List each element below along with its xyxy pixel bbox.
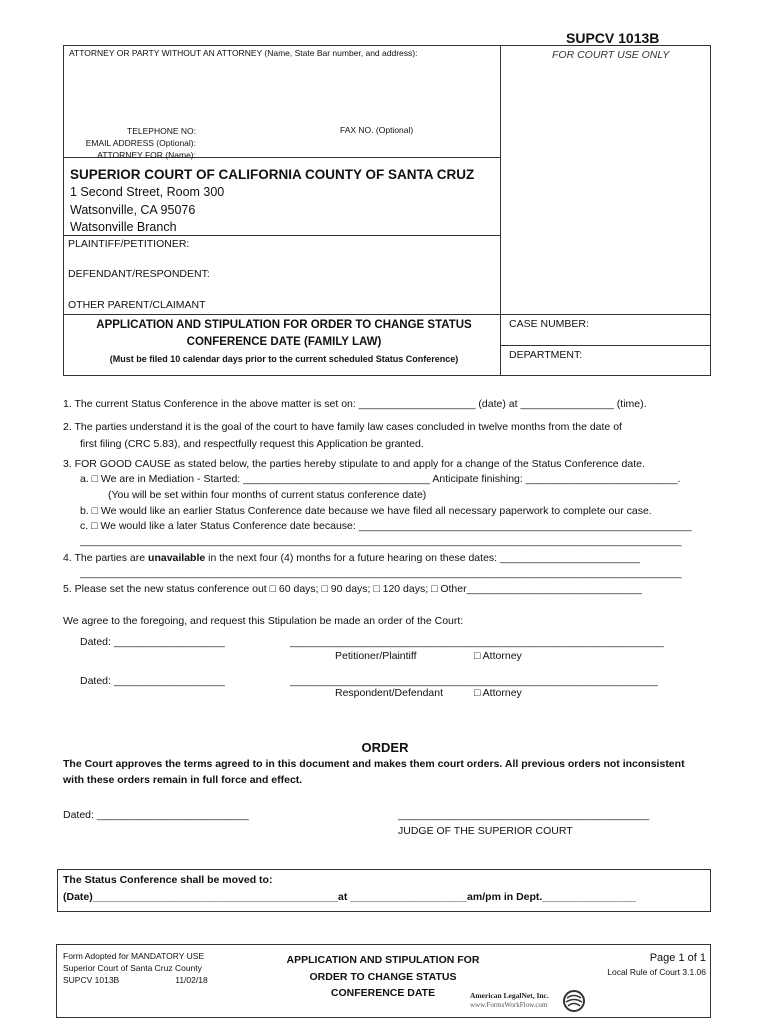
judge-signature-line: ___________________________________________ — [398, 809, 650, 821]
caption-divider — [500, 46, 501, 375]
footer-court: Superior Court of Santa Cruz County — [63, 963, 202, 973]
item-3c: c. □ We would like a later Status Conference date because: _________________________________________________________ — [80, 520, 692, 532]
item-3a-note: (You will be set within four months of current status conference date) — [108, 489, 427, 501]
footer-title — [272, 952, 494, 1002]
fax-label: FAX NO. (Optional) — [340, 125, 414, 135]
telephone-label: TELEPHONE NO: — [127, 126, 196, 136]
item-4-line: _______________________________________________________________________________________________________ — [80, 567, 682, 579]
footer-title-line: CONFERENCE DATE — [330, 987, 436, 999]
footer-left — [63, 950, 208, 986]
court-name: SUPERIOR COURT OF CALIFORNIA COUNTY OF SANTA CRUZ — [70, 167, 475, 182]
attorney-label: ATTORNEY OR PARTY WITHOUT AN ATTORNEY (Name, State Bar number, and address): — [69, 48, 418, 58]
status-box-line-1: The Status Conference shall be moved to: — [63, 874, 273, 886]
local-rule: Local Rule of Court 3.1.06 — [607, 967, 706, 977]
logo-url: www.FormsWorkFlow.com — [470, 1001, 548, 1009]
item-5: 5. Please set the new status conference out □ 60 days; □ 90 days; □ 120 days; □ Other______________________________ — [63, 583, 642, 595]
address-line: Watsonville, CA 95076 — [70, 202, 196, 217]
page-number: Page 1 of 1 — [649, 952, 706, 964]
order-text: The Court approves the terms agreed to in this document and makes them court orders. All previous orders not inconsistent with these orders remain in full force and effect. — [63, 758, 685, 786]
title-line: APPLICATION AND STIPULATION FOR ORDER TO CHANGE STATUS — [96, 319, 472, 331]
footer-code-row — [63, 974, 208, 986]
footer-title-line: ORDER TO CHANGE STATUS — [309, 970, 457, 983]
caption-rule — [500, 345, 710, 346]
form-title — [68, 317, 500, 351]
other-parent-label: OTHER PARENT/CLAIMANT — [68, 299, 206, 311]
order-title: ORDER — [361, 740, 409, 755]
department-label: DEPARTMENT: — [509, 349, 583, 361]
footer-title-line: APPLICATION AND STIPULATION FOR — [286, 954, 480, 966]
dated-1: Dated: ___________________ — [80, 636, 225, 648]
item-4-bold: unavailable — [148, 552, 206, 564]
signature-line-2: _______________________________________________________________ — [290, 675, 658, 687]
item-2-cont: first filing (CRC 5.83), and respectfully request this Application be granted. — [80, 438, 424, 450]
item-4-text-end: in the next four (4) months for a future hearing on these dates: ________________________ — [205, 552, 641, 564]
footer-adopted: Form Adopted for MANDATORY USE — [63, 951, 205, 961]
agreement-statement: We agree to the foregoing, and request this Stipulation be made an order of the Court: — [63, 615, 464, 627]
contact-labels — [70, 125, 196, 161]
american-legalnet-logo — [470, 989, 588, 1015]
order-dated: Dated: __________________________ — [63, 809, 249, 821]
attorney-checkbox-1: □ Attorney — [474, 650, 522, 662]
item-4-text: 4. The parties are — [63, 552, 149, 564]
signature-line-1: ________________________________________________________________ — [290, 636, 664, 648]
status-box-line-2: (Date)__________________________________________at ____________________am/pm in Dept.________________ — [63, 891, 636, 903]
judge-label: JUDGE OF THE SUPERIOR COURT — [398, 825, 573, 837]
attorney-for-label: ATTORNEY FOR (Name): — [97, 150, 196, 160]
logo-name: American LegalNet, Inc. — [470, 991, 549, 1000]
footer-form-date: 11/02/18 — [175, 975, 208, 985]
plaintiff-label: PLAINTIFF/PETITIONER: — [68, 238, 190, 250]
form-id: SUPCV 1013B — [566, 30, 660, 46]
item-2: 2. The parties understand it is the goal of the court to have family law cases concluded in twelve months from the date of — [63, 421, 622, 433]
email-label: EMAIL ADDRESS (Optional): — [85, 138, 196, 148]
case-number-label: CASE NUMBER: — [509, 318, 589, 330]
dated-2: Dated: ___________________ — [80, 675, 225, 687]
item-3b: b. □ We would like an earlier Status Conference date because we have filed all necessary paperwork to complete our case. — [80, 505, 652, 517]
court-address — [70, 184, 224, 237]
caption-rule — [64, 314, 710, 315]
attorney-checkbox-2: □ Attorney — [474, 687, 522, 699]
filing-note: (Must be filed 10 calendar days prior to the current scheduled Status Conference) — [109, 354, 459, 364]
defendant-label: DEFENDANT/RESPONDENT: — [68, 268, 210, 280]
petitioner-label: Petitioner/Plaintiff — [335, 650, 417, 662]
respondent-label: Respondent/Defendant — [335, 687, 443, 699]
item-3: 3. FOR GOOD CAUSE as stated below, the parties hereby stipulate to and apply for a change of the Status Conference date. — [63, 458, 645, 470]
title-line: CONFERENCE DATE (FAMILY LAW) — [186, 336, 382, 348]
item-3a: a. □ We are in Mediation - Started: ________________________________ Anticipate finishing: __________________________. — [80, 473, 681, 485]
address-line: Watsonville Branch — [70, 220, 177, 234]
court-use-label: FOR COURT USE ONLY — [552, 49, 670, 61]
globe-icon — [562, 989, 586, 1013]
item-1: 1. The current Status Conference in the above matter is set on: ____________________ (date) at ________________ (time). — [63, 398, 647, 410]
item-3c-line: _______________________________________________________________________________________________________ — [80, 535, 682, 547]
footer-form-code: SUPCV 1013B — [63, 975, 120, 985]
address-line: 1 Second Street, Room 300 — [70, 185, 225, 199]
